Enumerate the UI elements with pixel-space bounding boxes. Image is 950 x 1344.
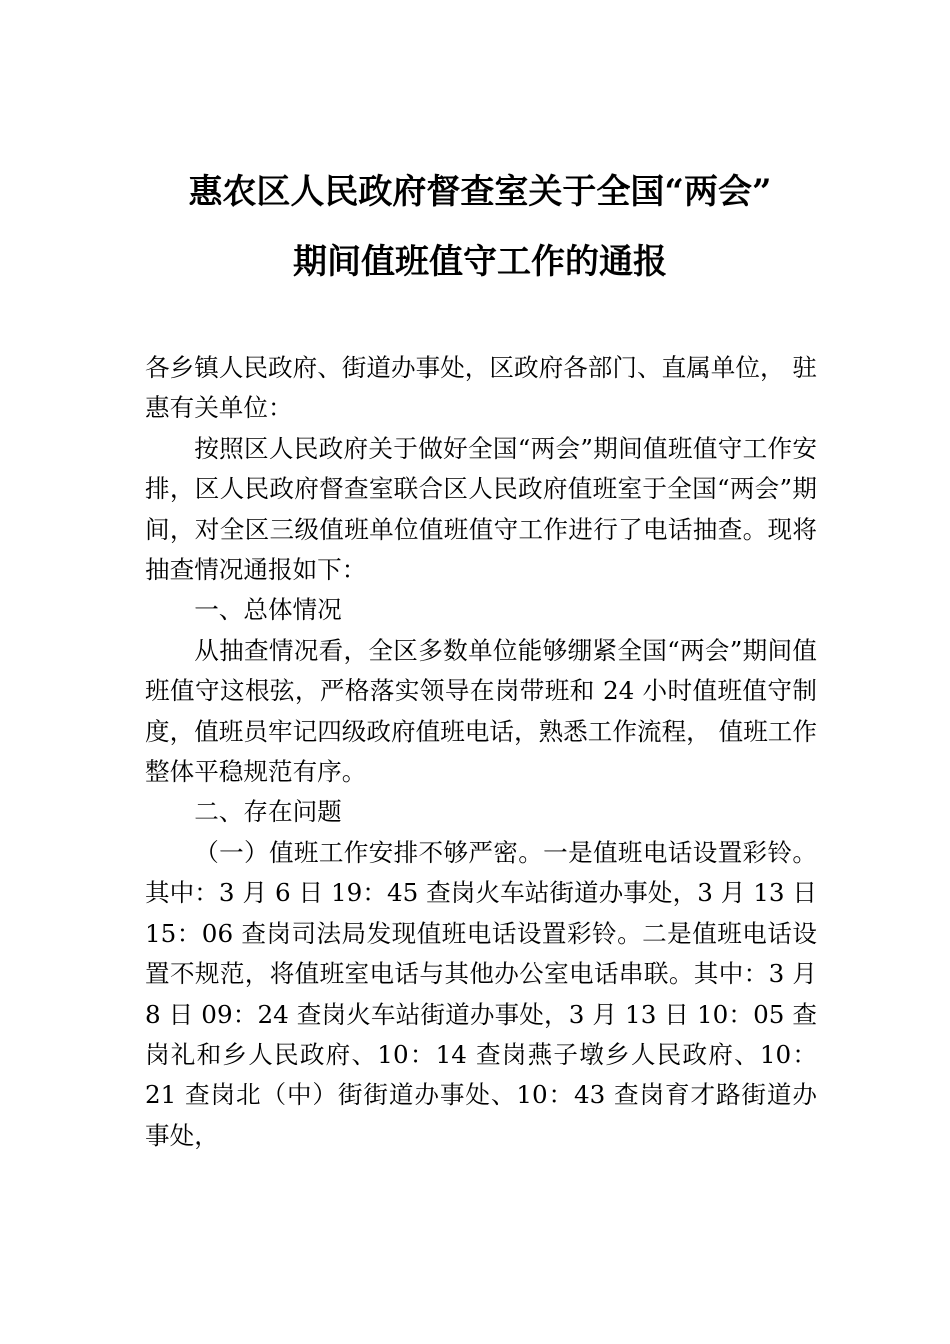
section-2-heading: 二、存在问题 (194, 797, 342, 827)
document-title-line-1: 惠农区人民政府督查室关于全国“两会” (188, 172, 772, 212)
addressee-paragraph: 各乡镇人民政府、街道办事处，区政府各部门、直属单位， 驻惠有关单位： (145, 353, 817, 423)
document-body (145, 348, 817, 1156)
section-2-item-1-paragraph: （一）值班工作安排不够严密。一是值班电话设置彩铃。其中：3 月 6 日 19：45 查岗火车站街道办事处，3 月 13 日 15：06 查岗司法局发现值班电话设置彩铃。二是值班电话设置不规范，将值班室电话与其他办公室电话串联。其中：3 月 8 日 09：24 查岗火车站街道办事处，3 月 13 日 10：05 查岗礼和乡人民政府、10：14 查岗燕子墩乡人民政府、10：21 查岗北（中）街街道办事处、10：43 查岗育才路街道办事处， (145, 837, 817, 1150)
intro-paragraph: 按照区人民政府关于做好全国“两会”期间值班值守工作安排，区人民政府督查室联合区人民政府值班室于全国“两会”期间，对全区三级值班单位值班值守工作进行了电话抽查。现将抽查情况通报如下： (145, 433, 817, 585)
document-title-line-2: 期间值班值守工作的通报 (293, 242, 667, 282)
section-1-heading: 一、总体情况 (194, 595, 342, 625)
section-1-paragraph: 从抽查情况看，全区多数单位能够绷紧全国“两会”期间值班值守这根弦，严格落实领导在岗带班和 24 小时值班值守制度，值班员牢记四级政府值班电话，熟悉工作流程， 值班工作整体平稳规范有序。 (145, 635, 817, 787)
